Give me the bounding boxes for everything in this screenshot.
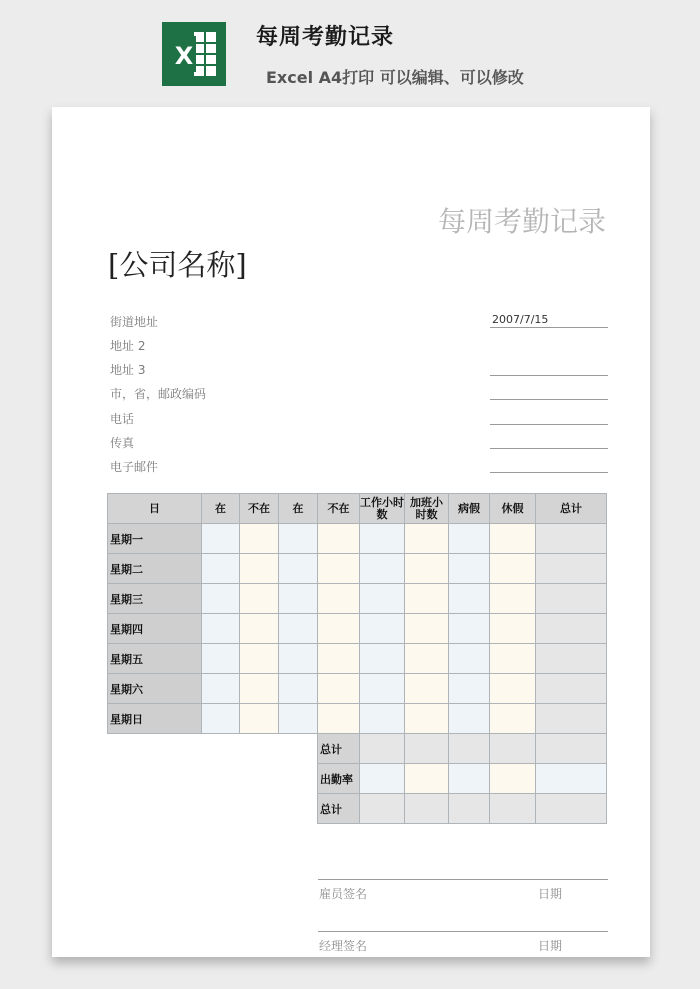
cell[interactable] (490, 674, 536, 704)
cell[interactable] (405, 524, 449, 554)
cell[interactable] (360, 794, 405, 824)
address-phone[interactable]: 电话 (110, 412, 135, 426)
total-cell[interactable] (536, 644, 607, 674)
header-work-hours: 工作小时数 (360, 494, 405, 524)
cell[interactable] (490, 584, 536, 614)
summary-label: 总计 (318, 794, 360, 824)
cell[interactable] (202, 584, 240, 614)
manager-signature-label: 经理签名 (319, 939, 368, 953)
day-label: 星期二 (108, 554, 202, 584)
summary-row-attendance (108, 764, 607, 794)
cell[interactable] (405, 764, 449, 794)
total-cell[interactable] (536, 704, 607, 734)
table-row (108, 614, 607, 644)
address-email[interactable]: 电子邮件 (110, 460, 159, 474)
address-line-2[interactable]: 地址 2 (110, 339, 146, 353)
employee-date-label: 日期 (538, 887, 563, 901)
address-city[interactable]: 市，省，邮政编码 (110, 387, 207, 401)
cell[interactable] (536, 734, 607, 764)
cell[interactable] (360, 524, 405, 554)
cell[interactable] (360, 554, 405, 584)
manager-signature-line[interactable] (318, 931, 608, 932)
cell[interactable] (279, 524, 318, 554)
total-cell[interactable] (536, 674, 607, 704)
header-present: 在 (279, 494, 318, 524)
summary-row-total (108, 734, 607, 764)
company-name[interactable]: [公司名称] (108, 248, 247, 282)
cell[interactable] (318, 644, 360, 674)
cell[interactable] (405, 584, 449, 614)
cell[interactable] (490, 734, 536, 764)
cell[interactable] (405, 554, 449, 584)
cell[interactable] (490, 614, 536, 644)
cell[interactable] (360, 614, 405, 644)
total-cell[interactable] (536, 554, 607, 584)
cell[interactable] (405, 794, 449, 824)
cell[interactable] (360, 644, 405, 674)
cell[interactable] (449, 794, 490, 824)
field-line (490, 375, 608, 376)
summary-row-total (108, 794, 607, 824)
cell[interactable] (360, 734, 405, 764)
address-street[interactable]: 街道地址 (110, 315, 159, 329)
field-line (490, 448, 608, 449)
cell[interactable] (490, 554, 536, 584)
cell[interactable] (449, 764, 490, 794)
address-fax[interactable]: 传真 (110, 436, 135, 450)
table-row (108, 644, 607, 674)
table-row (108, 554, 607, 584)
cell[interactable] (240, 644, 279, 674)
cell[interactable] (202, 644, 240, 674)
cell[interactable] (449, 614, 490, 644)
spacer (108, 734, 318, 764)
header-absent: 不在 (318, 494, 360, 524)
day-label: 星期五 (108, 644, 202, 674)
cell[interactable] (279, 644, 318, 674)
cell[interactable] (360, 674, 405, 704)
document-page (52, 107, 650, 957)
spacer (108, 764, 318, 794)
day-label: 星期四 (108, 614, 202, 644)
banner-title: 每周考勤记录 (256, 25, 395, 50)
cell[interactable] (318, 554, 360, 584)
cell[interactable] (240, 674, 279, 704)
date-line (490, 327, 608, 328)
total-cell[interactable] (536, 614, 607, 644)
cell[interactable] (490, 644, 536, 674)
cell[interactable] (536, 794, 607, 824)
cell[interactable] (405, 614, 449, 644)
cell[interactable] (449, 704, 490, 734)
day-label: 星期一 (108, 524, 202, 554)
table-row (108, 674, 607, 704)
cell[interactable] (240, 704, 279, 734)
cell[interactable] (318, 674, 360, 704)
day-label: 星期六 (108, 674, 202, 704)
cell[interactable] (279, 614, 318, 644)
summary-label: 出勤率 (318, 764, 360, 794)
attendance-table (107, 493, 607, 824)
table-row (108, 524, 607, 554)
cell[interactable] (318, 524, 360, 554)
cell[interactable] (405, 644, 449, 674)
cell[interactable] (360, 704, 405, 734)
cell[interactable] (240, 584, 279, 614)
manager-date-label: 日期 (538, 939, 563, 953)
field-line (490, 424, 608, 425)
spacer (108, 794, 318, 824)
cell[interactable] (449, 734, 490, 764)
employee-signature-line[interactable] (318, 879, 608, 880)
excel-icon (162, 22, 226, 86)
header-sick-leave: 病假 (449, 494, 490, 524)
cell[interactable] (202, 704, 240, 734)
header-total: 总计 (536, 494, 607, 524)
cell[interactable] (449, 584, 490, 614)
header-banner (0, 0, 700, 100)
cell[interactable] (360, 584, 405, 614)
cell[interactable] (405, 704, 449, 734)
header-day: 日 (108, 494, 202, 524)
cell[interactable] (490, 794, 536, 824)
cell[interactable] (490, 764, 536, 794)
cell[interactable] (449, 674, 490, 704)
svg-text:X: X (174, 42, 194, 70)
cell[interactable] (240, 554, 279, 584)
cell[interactable] (279, 704, 318, 734)
cell[interactable] (279, 674, 318, 704)
total-cell[interactable] (536, 524, 607, 554)
total-cell[interactable] (536, 584, 607, 614)
cell[interactable] (360, 764, 405, 794)
day-label: 星期三 (108, 584, 202, 614)
employee-signature-label: 雇员签名 (319, 887, 368, 901)
address-line-3[interactable]: 地址 3 (110, 363, 146, 377)
cell[interactable] (202, 614, 240, 644)
field-line (490, 399, 608, 400)
cell[interactable] (449, 524, 490, 554)
cell[interactable] (318, 614, 360, 644)
cell[interactable] (279, 554, 318, 584)
cell[interactable] (536, 764, 607, 794)
cell[interactable] (202, 524, 240, 554)
cell[interactable] (318, 704, 360, 734)
cell[interactable] (202, 554, 240, 584)
header-overtime-hours: 加班小时数 (405, 494, 449, 524)
cell[interactable] (202, 674, 240, 704)
cell[interactable] (490, 524, 536, 554)
day-label: 星期日 (108, 704, 202, 734)
header-present: 在 (202, 494, 240, 524)
table-row (108, 584, 607, 614)
cell[interactable] (449, 554, 490, 584)
cell[interactable] (405, 674, 449, 704)
cell[interactable] (318, 584, 360, 614)
field-line (490, 472, 608, 473)
banner-subtitle: Excel A4打印 可以编辑、可以修改 (266, 68, 524, 87)
summary-label: 总计 (318, 734, 360, 764)
header-vacation: 休假 (490, 494, 536, 524)
document-title: 每周考勤记录 (437, 205, 606, 238)
cell[interactable] (279, 584, 318, 614)
cell[interactable] (240, 524, 279, 554)
table-row (108, 704, 607, 734)
cell[interactable] (405, 734, 449, 764)
header-absent: 不在 (240, 494, 279, 524)
cell[interactable] (240, 614, 279, 644)
cell[interactable] (449, 644, 490, 674)
table-header-row (108, 494, 607, 524)
cell[interactable] (490, 704, 536, 734)
date-value[interactable]: 2007/7/15 (492, 313, 549, 326)
